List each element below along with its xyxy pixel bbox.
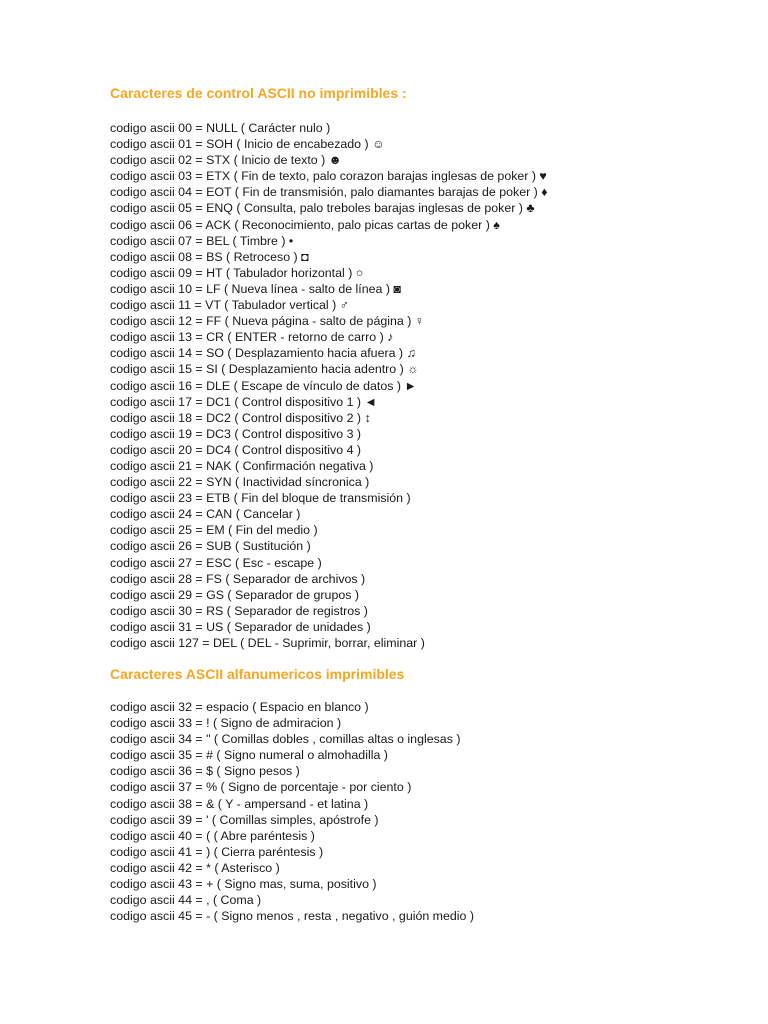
list-item: codigo ascii 07 = BEL ( Timbre ) •	[110, 233, 294, 248]
list-item: codigo ascii 45 = - ( Signo menos , resta , negativo , guión medio )	[110, 909, 474, 924]
list-item: codigo ascii 01 = SOH ( Inicio de encabezado ) ☺	[110, 137, 385, 152]
list-item: codigo ascii 28 = FS ( Separador de archivos )	[110, 571, 366, 586]
list-item: codigo ascii 39 = ' ( Comillas simples, apóstrofe )	[110, 812, 379, 827]
list-item: codigo ascii 03 = ETX ( Fin de texto, palo corazon barajas inglesas de poker ) ♥	[110, 169, 547, 184]
list-item: codigo ascii 13 = CR ( ENTER - retorno de carro ) ♪	[110, 330, 394, 345]
list-item: codigo ascii 40 = ( ( Abre paréntesis )	[110, 828, 315, 843]
list-item: codigo ascii 42 = * ( Asterisco )	[110, 860, 280, 875]
list-item: codigo ascii 17 = DC1 ( Control dispositivo 1 ) ◄	[110, 394, 377, 409]
list-item: codigo ascii 29 = GS ( Separador de grupos )	[110, 587, 359, 602]
list-item: codigo ascii 04 = EOT ( Fin de transmisión, palo diamantes barajas de poker ) ♦	[110, 185, 548, 200]
list-item: codigo ascii 02 = STX ( Inicio de texto ) ☻	[110, 153, 342, 168]
list-item: codigo ascii 36 = $ ( Signo pesos )	[110, 764, 300, 779]
list-item: codigo ascii 32 = espacio ( Espacio en blanco )	[110, 700, 369, 714]
list-item: codigo ascii 19 = DC3 ( Control dispositivo 3 )	[110, 426, 362, 441]
list-item: codigo ascii 24 = CAN ( Cancelar )	[110, 507, 301, 522]
list-item: codigo ascii 25 = EM ( Fin del medio )	[110, 523, 318, 538]
list-item: codigo ascii 26 = SUB ( Sustitución )	[110, 539, 311, 554]
list-item: codigo ascii 34 = " ( Comillas dobles , comillas altas o inglesas )	[110, 732, 461, 747]
section-heading-control-chars: Caracteres de control ASCII no imprimibles :	[110, 85, 407, 101]
list-item: codigo ascii 22 = SYN ( Inactividad síncronica )	[110, 475, 370, 490]
list-item: codigo ascii 05 = ENQ ( Consulta, palo treboles barajas inglesas de poker ) ♣	[110, 201, 535, 216]
list-item: codigo ascii 09 = HT ( Tabulador horizontal ) ○	[110, 265, 364, 280]
printable-chars-list	[110, 699, 474, 924]
list-item: codigo ascii 23 = ETB ( Fin del bloque de transmisión )	[110, 491, 411, 506]
list-item: codigo ascii 43 = + ( Signo mas, suma, positivo )	[110, 877, 377, 892]
list-item: codigo ascii 08 = BS ( Retroceso ) ◘	[110, 249, 309, 264]
list-item: codigo ascii 37 = % ( Signo de porcentaje - por ciento )	[110, 780, 412, 795]
list-item: codigo ascii 12 = FF ( Nueva página - salto de página ) ♀	[110, 314, 425, 329]
list-item: codigo ascii 11 = VT ( Tabulador vertical ) ♂	[110, 298, 349, 313]
list-item: codigo ascii 16 = DLE ( Escape de vínculo de datos ) ►	[110, 378, 417, 393]
list-item: codigo ascii 35 = # ( Signo numeral o almohadilla )	[110, 748, 388, 763]
section-heading-printable-chars: Caracteres ASCII alfanumericos imprimibles	[110, 666, 405, 682]
list-item: codigo ascii 00 = NULL ( Carácter nulo )	[110, 121, 331, 135]
list-item: codigo ascii 06 = ACK ( Reconocimiento, palo picas cartas de poker ) ♠	[110, 217, 500, 232]
list-item: codigo ascii 30 = RS ( Separador de registros )	[110, 603, 368, 618]
list-item: codigo ascii 20 = DC4 ( Control dispositivo 4 )	[110, 442, 362, 457]
list-item: codigo ascii 14 = SO ( Desplazamiento hacia afuera ) ♫	[110, 346, 416, 361]
list-item: codigo ascii 15 = SI ( Desplazamiento hacia adentro ) ☼	[110, 362, 419, 377]
control-chars-list	[110, 120, 548, 651]
list-item: codigo ascii 44 = , ( Coma )	[110, 893, 262, 908]
list-item: codigo ascii 27 = ESC ( Esc - escape )	[110, 555, 322, 570]
list-item: codigo ascii 21 = NAK ( Confirmación negativa )	[110, 458, 374, 473]
list-item: codigo ascii 38 = & ( Y - ampersand - et latina )	[110, 796, 369, 811]
list-item: codigo ascii 31 = US ( Separador de unidades )	[110, 619, 371, 634]
list-item: codigo ascii 18 = DC2 ( Control dispositivo 2 ) ↕	[110, 410, 371, 425]
list-item: codigo ascii 127 = DEL ( DEL - Suprimir, borrar, eliminar )	[110, 636, 425, 650]
list-item: codigo ascii 33 = ! ( Signo de admiracion )	[110, 716, 342, 731]
list-item: codigo ascii 41 = ) ( Cierra paréntesis )	[110, 844, 324, 859]
list-item: codigo ascii 10 = LF ( Nueva línea - salto de línea ) ◙	[110, 281, 401, 296]
